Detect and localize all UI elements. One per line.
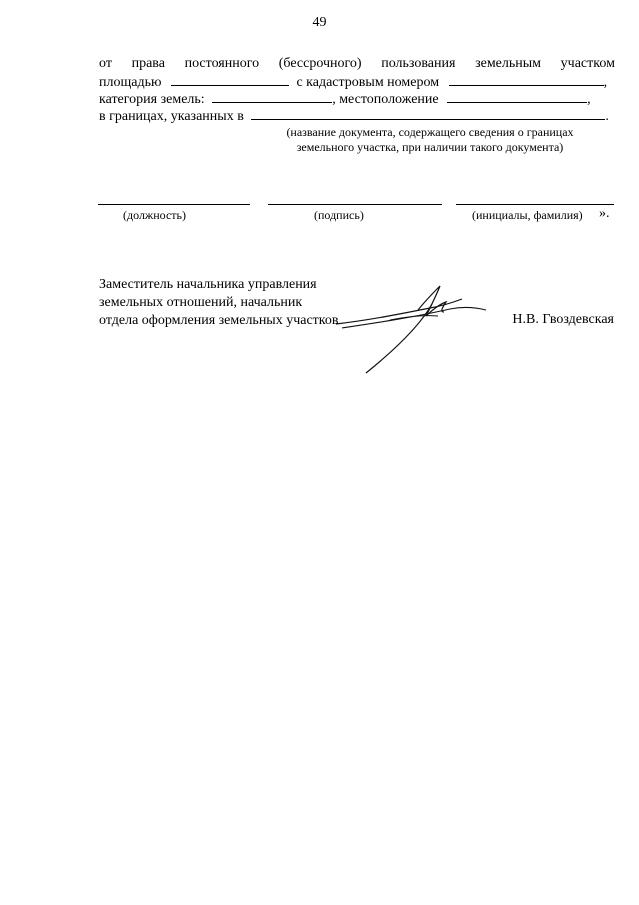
location-label: , местоположение [332, 92, 439, 107]
document-note [250, 125, 610, 155]
handwritten-signature [330, 282, 490, 377]
signer-name: Н.В. Гвоздевская [512, 312, 614, 327]
position-line [98, 204, 250, 205]
page-number: 49 [312, 15, 327, 30]
area-blank [171, 73, 289, 86]
cadastral-label: с кадастровым номером [296, 75, 440, 90]
position-label: (должность) [123, 208, 186, 222]
name-line [456, 204, 614, 205]
cadastral-blank [449, 73, 604, 86]
line2-end: , [603, 75, 608, 90]
form-line-4 [99, 107, 615, 125]
name-label: (инициалы, фамилия) [472, 208, 583, 222]
form-line-2 [99, 73, 615, 91]
signature-line [268, 204, 442, 205]
note-line-2: земельного участка, при наличии такого документа) [296, 140, 564, 154]
word: (бессрочного) [278, 56, 362, 71]
line4-end: . [605, 109, 609, 124]
word: от [99, 56, 112, 71]
word: пользования [381, 56, 456, 71]
word: участком [560, 56, 615, 71]
category-blank [212, 90, 332, 103]
location-blank [447, 90, 587, 103]
area-label: площадью [99, 75, 162, 90]
closing-quote: ». [599, 206, 610, 221]
boundaries-blank [251, 107, 605, 120]
word: права [131, 56, 165, 71]
boundaries-label: в границах, указанных в [99, 109, 244, 124]
form-line-3 [99, 90, 615, 108]
signature-label: (подпись) [314, 208, 364, 222]
category-label: категория земель: [99, 92, 205, 107]
word: постоянного [184, 56, 260, 71]
note-line-1: (название документа, содержащего сведения о границах [286, 125, 574, 139]
word: земельным [475, 56, 542, 71]
approval-title [99, 276, 339, 330]
approval-title-line-3: отдела оформления земельных участков [99, 313, 339, 328]
form-line-1 [99, 55, 615, 72]
approval-title-line-1: Заместитель начальника управления [99, 277, 317, 292]
approval-title-line-2: земельных отношений, начальник [99, 295, 303, 310]
line3-end: , [587, 92, 591, 107]
